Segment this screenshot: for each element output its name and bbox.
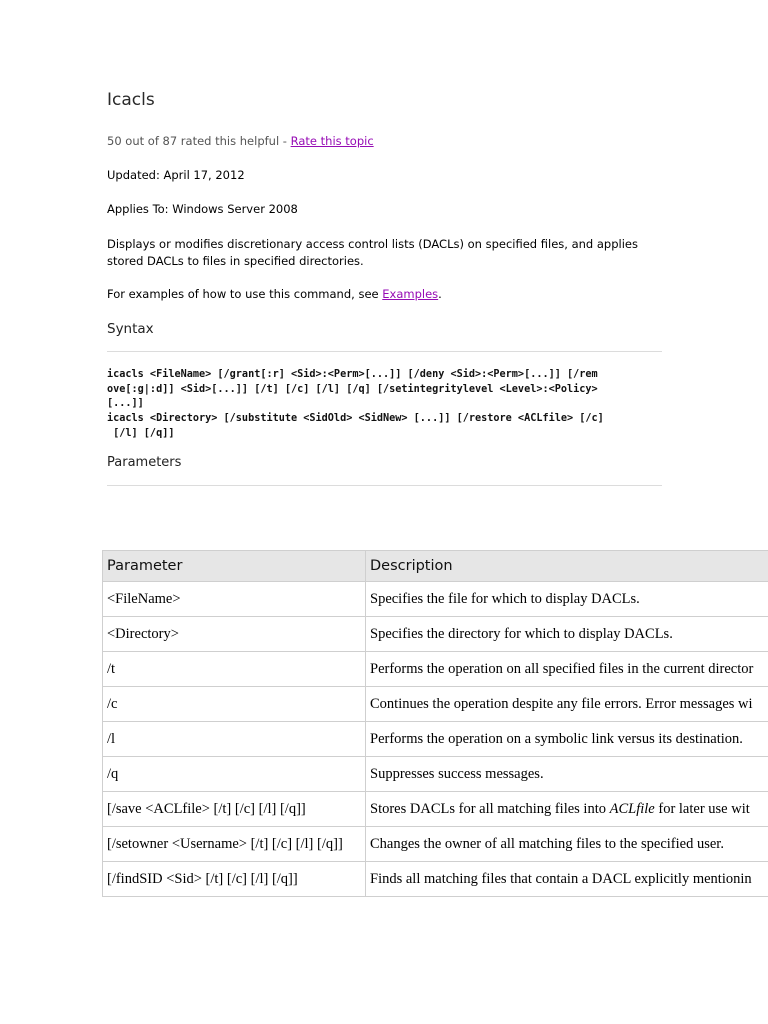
syntax-heading: Syntax xyxy=(107,321,154,337)
header-parameter: Parameter xyxy=(103,551,366,582)
desc-cell xyxy=(366,792,768,827)
rating-line xyxy=(107,134,374,148)
param-cell: /l xyxy=(103,722,366,757)
examples-link[interactable]: Examples xyxy=(382,287,439,301)
table-row xyxy=(103,862,768,897)
examples-prefix: For examples of how to use this command, see xyxy=(107,287,383,301)
desc-cell: Performs the operation on a symbolic link versus its destination. xyxy=(366,722,768,757)
table-row xyxy=(103,652,768,687)
param-cell: [/save <ACLfile> [/t] [/c] [/l] [/q]] xyxy=(103,792,366,827)
desc-cell: Specifies the file for which to display DACLs. xyxy=(366,582,768,617)
table-row xyxy=(103,757,768,792)
table-row xyxy=(103,687,768,722)
rating-text: 50 out of 87 rated this helpful - xyxy=(107,134,291,148)
table-row xyxy=(103,617,768,652)
table-row xyxy=(103,722,768,757)
examples-suffix: . xyxy=(438,287,442,301)
divider xyxy=(107,485,662,486)
param-cell: <FileName> xyxy=(103,582,366,617)
desc-cell: Changes the owner of all matching files to the specified user. xyxy=(366,827,768,862)
desc-cell: Continues the operation despite any file errors. Error messages wi xyxy=(366,687,768,722)
desc-text: Stores DACLs for all matching files into xyxy=(370,800,610,817)
table-row xyxy=(103,827,768,862)
desc-cell: Finds all matching files that contain a DACL explicitly mentionin xyxy=(366,862,768,897)
rate-topic-link[interactable]: Rate this topic xyxy=(290,134,374,148)
header-description: Description xyxy=(366,551,768,582)
syntax-code-block: icacls <FileName> [/grant[:r] <Sid>:<Perm>[...]] [/deny <Sid>:<Perm>[...]] [/rem ove[:g|:d]] <Sid>[...]] [/t] [/c] [/l] [/q] [/setintegritylevel <Level>:<Policy> [...]] icacls <Directory> [/substitute <SidOld> <SidNew> [...]] [/restore <ACLfile> [/c] [/l] [/q]] xyxy=(107,369,604,439)
desc-italic-term: ACLfile xyxy=(609,800,655,817)
description: Displays or modifies discretionary access control lists (DACLs) on specified files, and applies stored DACLs to files in specified directories. xyxy=(107,237,638,268)
param-cell: /t xyxy=(103,652,366,687)
parameters-table xyxy=(102,550,768,897)
updated-date: Updated: April 17, 2012 xyxy=(107,168,245,182)
desc-cell: Performs the operation on all specified files in the current director xyxy=(366,652,768,687)
param-cell: /q xyxy=(103,757,366,792)
param-cell: <Directory> xyxy=(103,617,366,652)
examples-line xyxy=(107,287,442,301)
param-cell: /c xyxy=(103,687,366,722)
desc-text: for later use wit xyxy=(654,800,750,817)
table-header-row xyxy=(103,551,768,582)
divider xyxy=(107,351,662,352)
table-row xyxy=(103,792,768,827)
table-row xyxy=(103,582,768,617)
desc-cell: Specifies the directory for which to display DACLs. xyxy=(366,617,768,652)
param-cell: [/findSID <Sid> [/t] [/c] [/l] [/q]] xyxy=(103,862,366,897)
parameters-heading: Parameters xyxy=(107,455,182,470)
applies-to: Applies To: Windows Server 2008 xyxy=(107,202,298,216)
param-cell: [/setowner <Username> [/t] [/c] [/l] [/q]] xyxy=(103,827,366,862)
page-title: Icacls xyxy=(107,90,155,110)
desc-cell: Suppresses success messages. xyxy=(366,757,768,792)
